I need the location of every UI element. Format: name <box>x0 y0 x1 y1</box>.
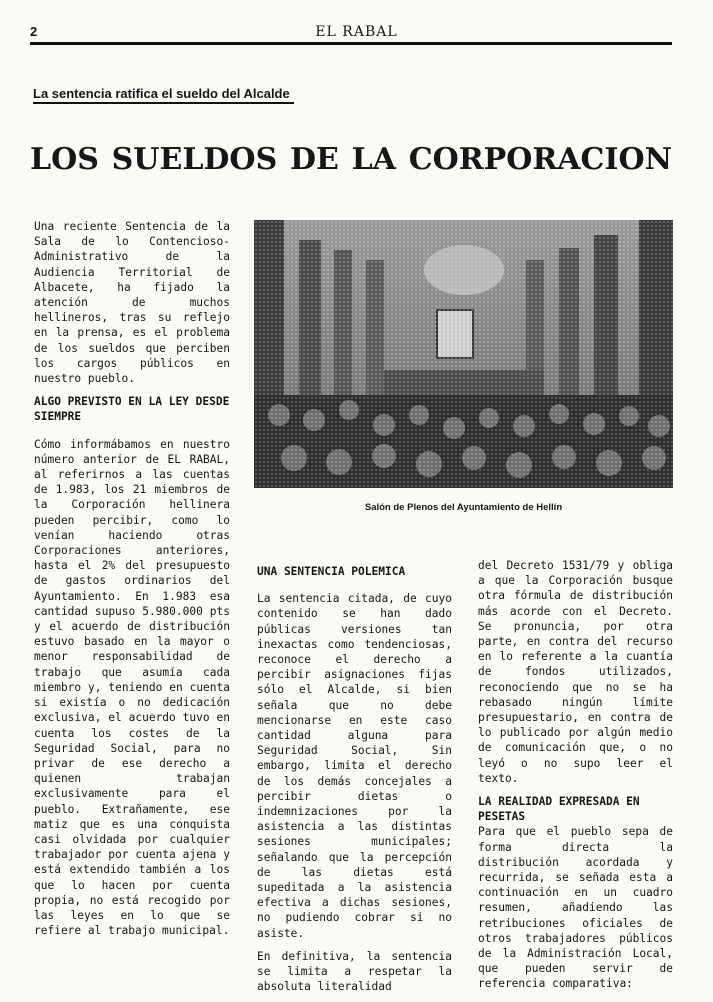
section1-title: ALGO PREVISTO EN LA LEY DESDE SIEMPRE <box>34 395 230 424</box>
page-number: 2 <box>30 24 38 39</box>
column-middle <box>257 558 452 1002</box>
section1-paragraph: Cómo informábamos en nuestro número anterior de EL RABAL, al referirnos a las cuentas de 1.983, los 21 miembros de la Corporación hellinera pueden percibir, como lo venían haciendo otras Corporaciones anteriores, hasta el 2% del presupuesto de gastos ordinarios del Ayuntamiento. En 1.983 esa cantidad supuso 5.980.000 pts y el acuerdo de distribución estuvo basado en la mayor o menor responsabilidad de trabajo que asumía cada miembro y, teniendo en cuenta si existía o no dedicación exclusiva, el acuerdo tuvo en cuenta los costes de la Seguridad Social, para no privar de ese derecho a quienen trabajan exclusivamente para el pueblo. Extrañamente, ese matiz que es una conquista casi olvidada por cualquier trabajador por cuenta ajena y está extendido también a los que lo hacen por cuenta propia, no está recogido por las leyes en lo que se refiere al trabajo municipal. <box>34 437 230 938</box>
section3-title: LA REALIDAD EXPRESADA EN PESETAS <box>478 795 640 824</box>
section2-title: UNA SENTENCIA POLEMICA <box>257 565 406 578</box>
photo-council-chamber <box>254 220 673 488</box>
column-right <box>478 558 673 1000</box>
column-left <box>34 219 230 946</box>
kicker: La sentencia ratifica el sueldo del Alcalde <box>33 86 294 104</box>
section2-paragraph-a: La sentencia citada, de cuyo contenido se han dado públicas versiones tan inexactas como tendenciosas, reconoce el derecho a percibir asignaciones fijas sólo el Alcalde, si bien señala que no debe mencionarse en este caso cantidad alguna para Seguridad Social, Sin embargo, limita el derecho de los demás concejales a percibir dietas o indemnizaciones por la asistencia a las distintas sesiones municipales; señalando que la percepción de las dietas está supeditada a la asistencia efectiva a dichas sesiones, no pudiendo cobrar si no asiste. <box>257 592 452 940</box>
section2-paragraph-b: En definitiva, la sentencia se limita a respetar la absoluta literalidad <box>257 949 452 994</box>
photo-caption: Salón de Plenos del Ayuntamiento de Hellín <box>364 502 563 513</box>
section2-paragraph-c: del Decreto 1531/79 y obliga a que la Corporación busque otra fórmula de distribución más acorde con el Decreto. Se pronuncia, por otra parte, en contra del recurso en lo referente a la cuantía de fondos utilizados, reconociendo que no se ha rebasado ningún límite presupuestario, en contra de lo publicado por algún medio de comunicación que, o no leyó o no supo leer el texto. <box>478 559 673 785</box>
section3-paragraph: Para que el pueblo sepa de forma directa la distribución acordada y recurrida, se señada esta a continuación en un cuadro resumen, añadiendo las retribuciones oficiales de otros trabajadores públicos de la Administración Local, que pueden servir de referencia comparativa: <box>478 825 673 991</box>
intro-paragraph: Una reciente Sentencia de la Sala de lo Contencioso-Administrativo de la Audiencia Territorial de Albacete, ha fijado la atención de muchos hellineros, tras su reflejo en la prensa, es el problema de los sueldos que perciben los cargos públicos en nuestro pueblo. <box>34 220 230 386</box>
headline: LOS SUELDOS DE LA CORPORACION <box>30 142 672 177</box>
publication-name: EL RABAL <box>315 24 398 40</box>
header-rule <box>30 42 672 45</box>
